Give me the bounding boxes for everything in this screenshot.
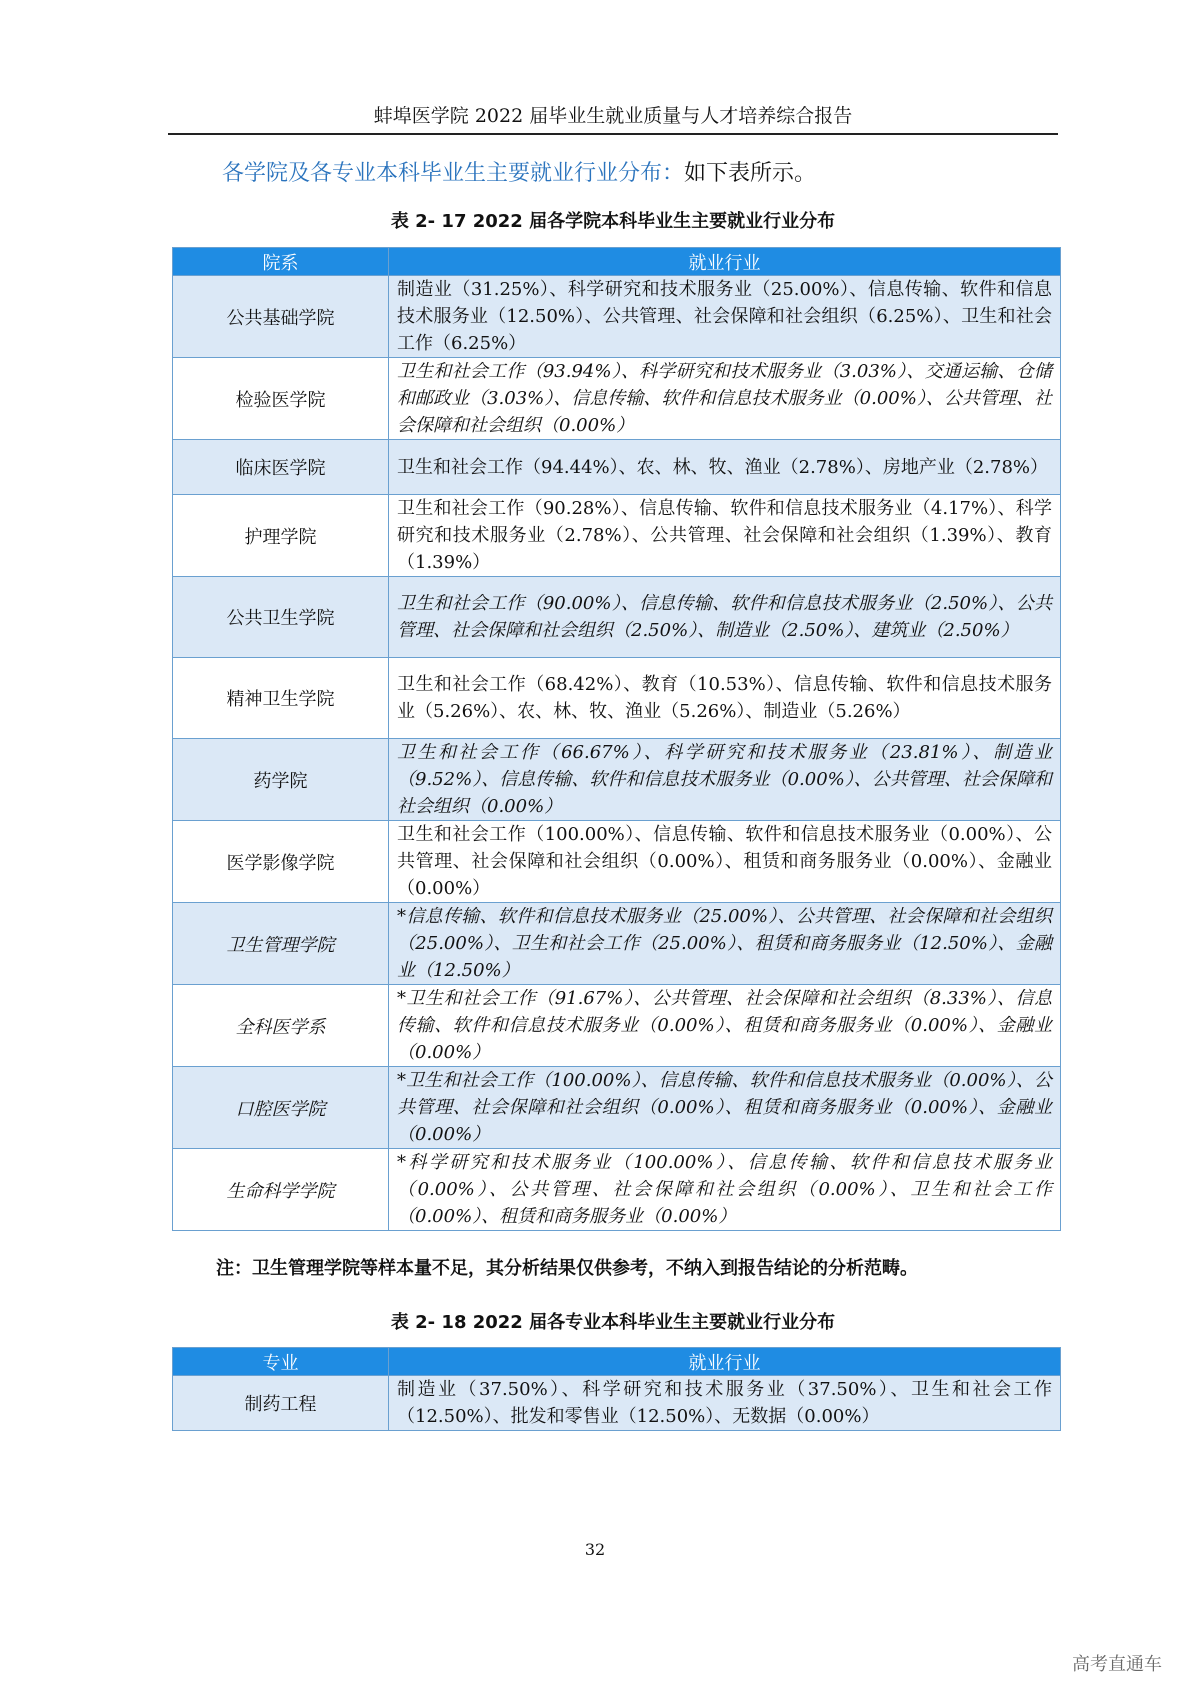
table-header-row [173, 1348, 1061, 1376]
intro-sentence [222, 159, 816, 189]
college-name: 临床医学院 [173, 440, 389, 495]
table-header-row [173, 248, 1061, 276]
page-number: 32 [584, 1540, 606, 1559]
college-name: 检验医学院 [173, 358, 389, 440]
college-name: 生命科学学院 [173, 1149, 389, 1231]
industry-text: 制造业（31.25%）、科学研究和技术服务业（25.00%）、信息传输、软件和信息技术服务业（12.50%）、公共管理、社会保障和社会组织（6.25%）、卫生和社会工作（6.25%） [389, 276, 1061, 358]
header-rule [168, 133, 1058, 135]
intro-tail: 如下表所示。 [684, 161, 817, 186]
table-row [173, 358, 1061, 440]
table-row [173, 903, 1061, 985]
table-note: 注：卫生管理学院等样本量不足，其分析结果仅供参考，不纳入到报告结论的分析范畴。 [216, 1258, 918, 1279]
page-header: 蚌埠医学院 2022 届毕业生就业质量与人才培养综合报告 [373, 105, 853, 127]
industry-text: 卫生和社会工作（68.42%）、教育（10.53%）、信息传输、软件和信息技术服务业（5.26%）、农、林、牧、渔业（5.26%）、制造业（5.26%） [389, 658, 1061, 739]
header-college: 院系 [173, 248, 389, 276]
table1-caption: 表 2- 17 2022 届各学院本科毕业生主要就业行业分布 [390, 211, 836, 232]
college-name: 公共卫生学院 [173, 577, 389, 658]
header-industry: 就业行业 [389, 248, 1061, 276]
industry-text: 卫生和社会工作（100.00%）、信息传输、软件和信息技术服务业（0.00%）、公共管理、社会保障和社会组织（0.00%）、租赁和商务服务业（0.00%）、金融业（0.00%） [389, 821, 1061, 903]
table-row [173, 821, 1061, 903]
industry-text: 卫生和社会工作（93.94%）、科学研究和技术服务业（3.03%）、交通运输、仓储和邮政业（3.03%）、信息传输、软件和信息技术服务业（0.00%）、公共管理、社会保障和社会组织（0.00%） [389, 358, 1061, 440]
industry-text: *信息传输、软件和信息技术服务业（25.00%）、公共管理、社会保障和社会组织（25.00%）、卫生和社会工作（25.00%）、租赁和商务服务业（12.50%）、金融业（12.50%） [389, 903, 1061, 985]
industry-text: 卫生和社会工作（90.00%）、信息传输、软件和信息技术服务业（2.50%）、公共管理、社会保障和社会组织（2.50%）、制造业（2.50%）、建筑业（2.50%） [389, 577, 1061, 658]
college-name: 精神卫生学院 [173, 658, 389, 739]
header-major: 专业 [173, 1348, 389, 1376]
table-row [173, 985, 1061, 1067]
industry-text: *科学研究和技术服务业（100.00%）、信息传输、软件和信息技术服务业（0.00%）、公共管理、社会保障和社会组织（0.00%）、卫生和社会工作（0.00%）、租赁和商务服务业（0.00%） [389, 1149, 1061, 1231]
industry-text: 卫生和社会工作（94.44%）、农、林、牧、渔业（2.78%）、房地产业（2.78%） [389, 440, 1061, 495]
college-name: 全科医学系 [173, 985, 389, 1067]
college-name: 卫生管理学院 [173, 903, 389, 985]
industry-text: 卫生和社会工作（90.28%）、信息传输、软件和信息技术服务业（4.17%）、科学研究和技术服务业（2.78%）、公共管理、社会保障和社会组织（1.39%）、教育（1.39%） [389, 495, 1061, 577]
college-name: 公共基础学院 [173, 276, 389, 358]
table-row [173, 1149, 1061, 1231]
college-name: 医学影像学院 [173, 821, 389, 903]
table-row [173, 495, 1061, 577]
college-industry-table [172, 247, 1061, 1231]
table-row [173, 658, 1061, 739]
college-name: 口腔医学院 [173, 1067, 389, 1149]
intro-lead: 各学院及各专业本科毕业生主要就业行业分布： [222, 161, 685, 186]
industry-text: *卫生和社会工作（100.00%）、信息传输、软件和信息技术服务业（0.00%）、公共管理、社会保障和社会组织（0.00%）、租赁和商务服务业（0.00%）、金融业（0.00%） [389, 1067, 1061, 1149]
major-industry-table [172, 1347, 1061, 1431]
industry-text: *卫生和社会工作（91.67%）、公共管理、社会保障和社会组织（8.33%）、信息传输、软件和信息技术服务业（0.00%）、租赁和商务服务业（0.00%）、金融业（0.00%） [389, 985, 1061, 1067]
table-row [173, 1067, 1061, 1149]
watermark: 高考直通车 [1072, 1654, 1162, 1675]
industry-text: 卫生和社会工作（66.67%）、科学研究和技术服务业（23.81%）、制造业（9.52%）、信息传输、软件和信息技术服务业（0.00%）、公共管理、社会保障和社会组织（0.00%） [389, 739, 1061, 821]
table-row [173, 577, 1061, 658]
college-name: 护理学院 [173, 495, 389, 577]
table-row [173, 440, 1061, 495]
header-industry: 就业行业 [389, 1348, 1061, 1376]
college-name: 药学院 [173, 739, 389, 821]
major-name: 制药工程 [173, 1376, 389, 1431]
table-row [173, 739, 1061, 821]
table-row [173, 276, 1061, 358]
table2-caption: 表 2- 18 2022 届各专业本科毕业生主要就业行业分布 [390, 1312, 836, 1333]
table-row [173, 1376, 1061, 1431]
industry-text: 制造业（37.50%）、科学研究和技术服务业（37.50%）、卫生和社会工作（12.50%）、批发和零售业（12.50%）、无数据（0.00%） [389, 1376, 1061, 1431]
